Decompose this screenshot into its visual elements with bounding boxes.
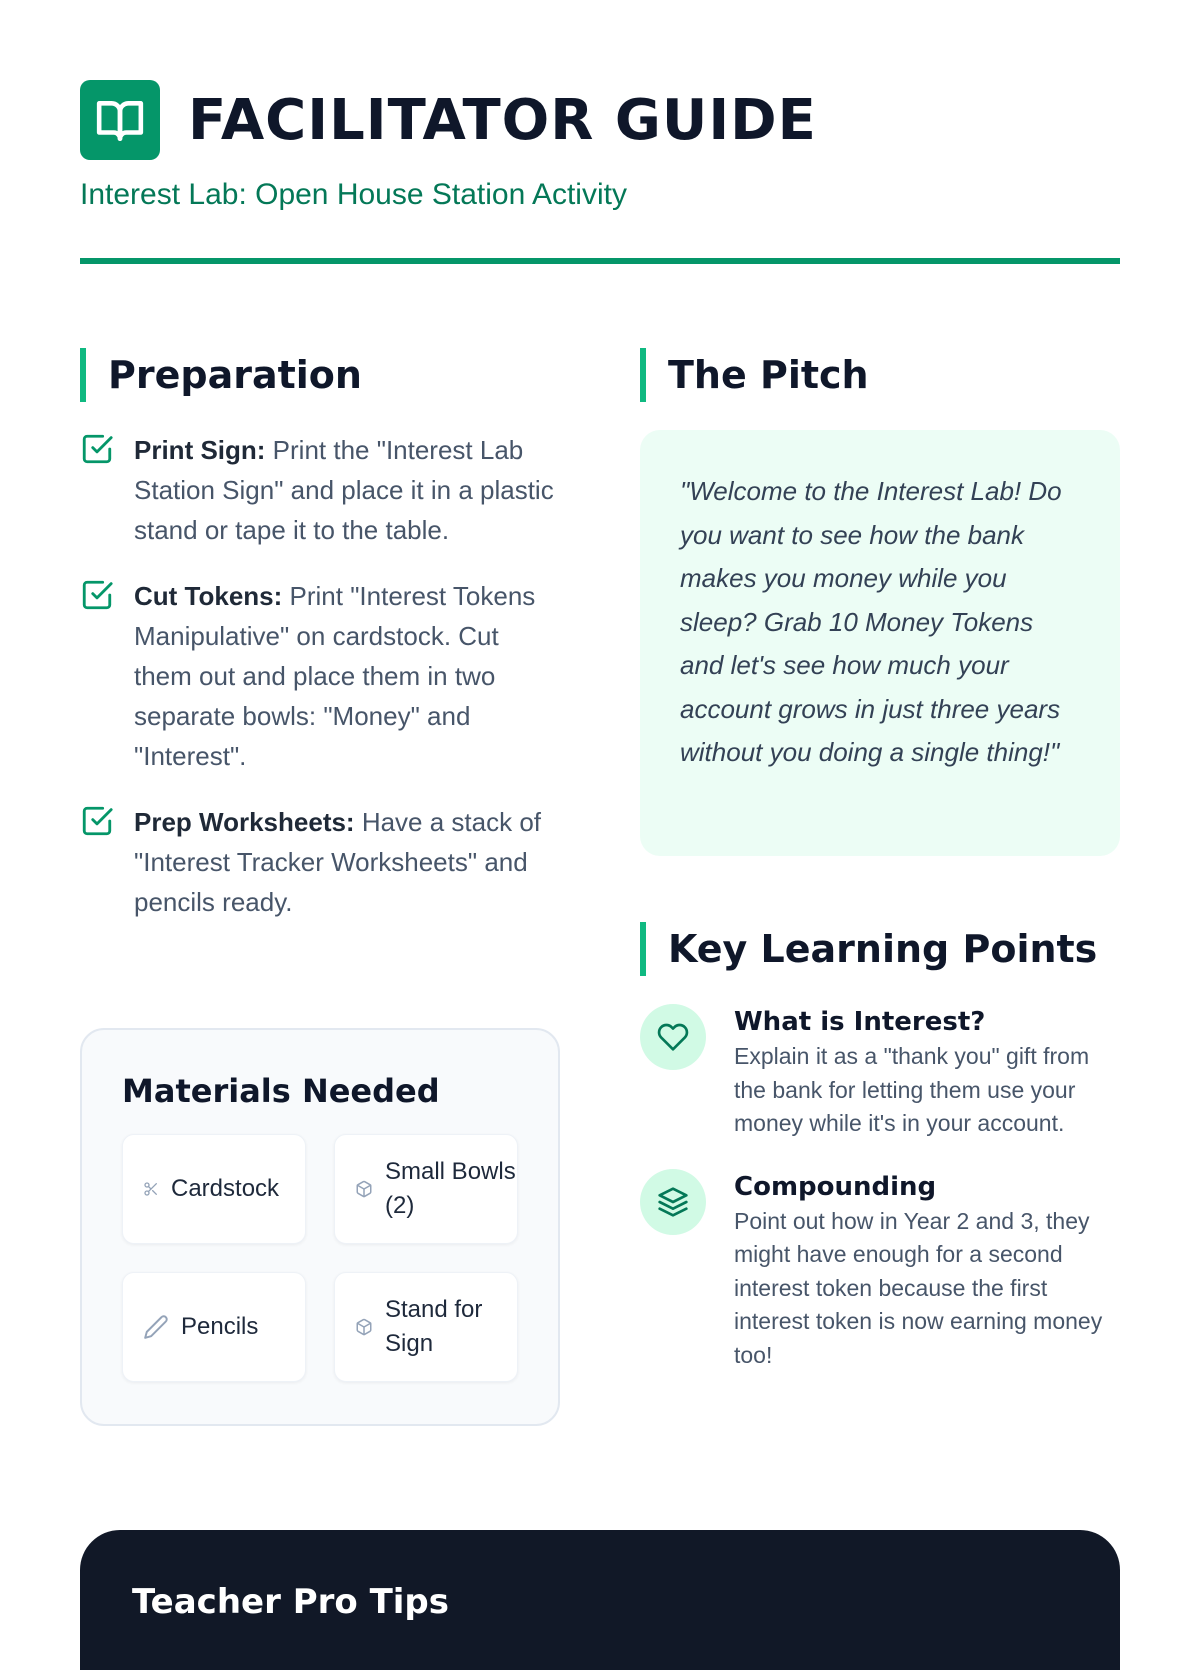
page-header [80,80,1120,160]
prep-item-text [134,576,560,776]
prep-item-body: Print "Interest Tokens Manipulative" on cardstock. Cut them out and place them in two separate bowls: "Money" and "Interest". [134,581,536,771]
material-tile [334,1272,518,1382]
learning-list [640,1004,1120,1372]
learning-item-body [734,1004,1120,1141]
preparation-list [80,430,560,922]
materials-grid [122,1134,518,1382]
prep-item-label: Print Sign: [134,435,266,465]
tips-heading: Teacher Pro Tips [132,1582,450,1622]
pitch-heading: The Pitch [640,348,1120,402]
prep-item-body: Print the "Interest Lab Station Sign" and place it in a plastic stand or tape it to the table. [134,435,554,545]
heart-icon [657,1021,689,1053]
left-column [80,348,560,1357]
box-icon [355,1318,373,1336]
prep-item-label: Prep Worksheets: [134,807,355,837]
scissors-icon [143,1181,159,1197]
logo [80,80,160,160]
list-item [80,430,560,550]
list-item [80,802,560,922]
learning-item-title: What is Interest? [734,1007,986,1037]
material-tile [122,1134,306,1244]
prep-item-body: Have a stack of "Interest Tracker Worksheets" and pencils ready. [134,807,542,917]
learning-item-desc: Point out how in Year 2 and 3, they might have enough for a second interest token because the first interest token is now earning money too! [734,1207,1103,1368]
learning-icon-badge [640,1169,706,1235]
page-subtitle: Interest Lab: Open House Station Activity [80,178,627,211]
pencil-icon [143,1314,169,1340]
material-tile [334,1134,518,1244]
list-item [640,1004,1120,1141]
learning-heading: Key Learning Points [640,922,1120,976]
learning-item-desc: Explain it as a "thank you" gift from the bank for letting them use your money while it's in your account. [734,1043,1090,1136]
materials-heading: Materials Needed [122,1072,440,1110]
material-label: Stand for Sign [385,1296,483,1357]
preparation-heading: Preparation [80,348,560,402]
right-column [640,348,1120,1400]
learning-icon-badge [640,1004,706,1070]
prep-item-label: Cut Tokens: [134,581,283,611]
prep-item-text [134,430,560,550]
checkbox-checked-icon [80,578,114,612]
pitch-quote: "Welcome to the Interest Lab! Do you want to see how the bank makes you money while you sleep? Grab 10 Money Tokens and let's see how much your account grows in just three years without you doing a single thing!" [680,476,1062,767]
material-label: Pencils [181,1313,259,1340]
list-item [80,576,560,776]
material-tile [122,1272,306,1382]
prep-item-text [134,802,560,922]
list-item [640,1169,1120,1373]
material-label: Cardstock [171,1175,280,1202]
box-icon [355,1180,373,1198]
teacher-tips-panel [80,1530,1120,1670]
pitch-quote-box [640,430,1120,856]
page-title: FACILITATOR GUIDE [188,87,817,153]
layers-icon [657,1186,689,1218]
learning-item-title: Compounding [734,1171,937,1202]
checkbox-checked-icon [80,432,114,466]
checkbox-checked-icon [80,804,114,838]
materials-card [80,1028,560,1426]
header-divider [80,258,1120,264]
open-book-icon [95,95,145,145]
learning-item-body [734,1169,1120,1373]
material-label: Small Bowls (2) [385,1158,516,1219]
